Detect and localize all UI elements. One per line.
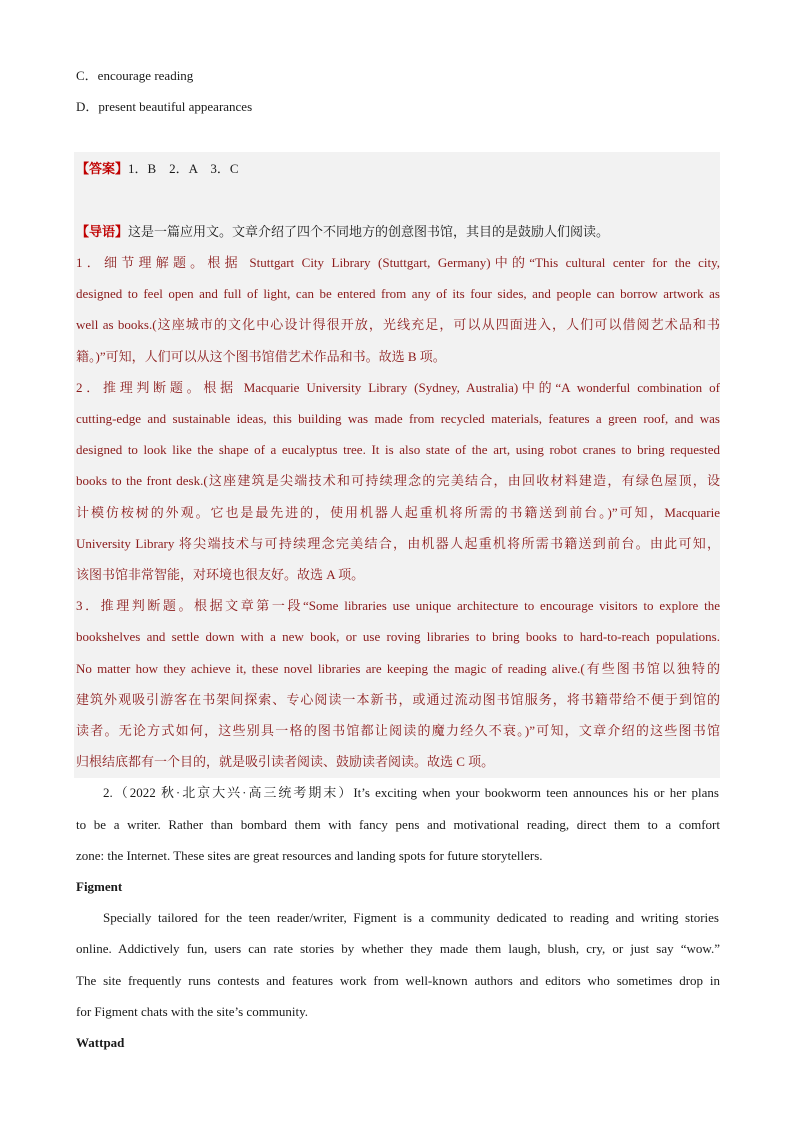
figment-line: online. Addictively fun, users can rate stories by whether they made them laugh, blush, cry, or just say “wow.” [76, 941, 720, 956]
answer-section [74, 152, 720, 778]
option-c: C．encourage reading [76, 68, 194, 83]
wattpad-heading: Wattpad [76, 1035, 125, 1050]
explanation-line: 计模仿桉树的外观。它也是最先进的，使用机器人起重机将所需的书籍送到前台。)”可知，Macquarie [76, 505, 720, 520]
option-d: D．present beautiful appearances [76, 99, 253, 114]
figment-heading: Figment [76, 879, 123, 894]
explanation-line: 2．推理判断题。根据 Macquarie University Library (Sydney, Australia)中的“A wonderful combination of [76, 380, 720, 395]
figment-line: for Figment chats with the site’s community. [76, 1004, 309, 1019]
guide-label: 【导语】 [76, 224, 129, 239]
answer-text: 1．B 2．A 3．C [128, 161, 239, 176]
explanation-line: 该图书馆非常智能，对环境也很友好。故选 A 项。 [76, 567, 365, 582]
explanation-line: 归根结底都有一个目的，就是吸引读者阅读、鼓励读者阅读。故选 C 项。 [76, 754, 495, 769]
explanation-line: 建筑外观吸引游客在书架间探索、专心阅读一本新书，或通过流动图书馆服务，将书籍带给不便于到馆的 [76, 692, 720, 707]
passage-intro-line: to be a writer. Rather than bombard them with fancy pens and motivational reading, direct them to a comfort [76, 817, 720, 832]
guide-text: 这是一篇应用文。文章介绍了四个不同地方的创意图书馆，其目的是鼓励人们阅读。 [128, 224, 610, 239]
answer-label: 【答案】 [76, 161, 129, 176]
figment-line: The site frequently runs contests and features work from well-known authors and editors who sometimes drop in [76, 973, 720, 988]
explanation-line: 3．推理判断题。根据文章第一段“Some libraries use unique architecture to encourage visitors to explore the [76, 598, 720, 613]
explanation-line: 1．细节理解题。根据 Stuttgart City Library (Stuttgart, Germany)中的“This cultural center for the city, [76, 255, 720, 270]
explanation-line: designed to look like the shape of a eucalyptus tree. It is also state of the art, using robot cranes to bring requested [76, 442, 720, 457]
answer-line [76, 159, 239, 179]
passage-intro-line: 2.（2022 秋·北京大兴·高三统考期末）It’s exciting when your bookworm teen announces his or her plans [103, 785, 719, 800]
explanation-line: cutting-edge and sustainable ideas, this building was made from recycled materials, features a green roof, and was [76, 411, 720, 426]
explanation-line: 籍。)”可知，人们可以从这个图书馆借艺术作品和书。故选 B 项。 [76, 349, 446, 364]
explanation-line: designed to feel open and full of light, can be entered from any of its four sides, and people can borrow artwork as [76, 286, 720, 301]
explanation-line: No matter how they achieve it, these novel libraries are keeping the magic of reading alive.(有些图书馆以独特的 [76, 661, 720, 676]
explanation-line: books to the front desk.(这座建筑是尖端技术和可持续理念的完美结合，由回收材料建造，有绿色屋顶，设 [76, 473, 720, 488]
explanation-line: bookshelves and settle down with a new book, or use roving libraries to bring books to hard-to-reach populations. [76, 629, 720, 644]
explanation-line: 读者。无论方式如何，这些别具一格的图书馆都让阅读的魔力经久不衰。)”可知，文章介绍的这些图书馆 [76, 723, 720, 738]
explanation-line: University Library 将尖端技术与可持续理念完美结合，由机器人起重机将所需书籍送到前台。由此可知， [76, 536, 720, 551]
guide-line [76, 222, 609, 242]
figment-line: Specially tailored for the teen reader/writer, Figment is a community dedicated to reading and writing stories [103, 910, 719, 925]
passage-intro-line: zone: the Internet. These sites are great resources and landing spots for future storytellers. [76, 848, 543, 863]
explanation-line: well as books.(这座城市的文化中心设计得很开放，光线充足，可以从四面进入，人们可以借阅艺术品和书 [76, 317, 720, 332]
